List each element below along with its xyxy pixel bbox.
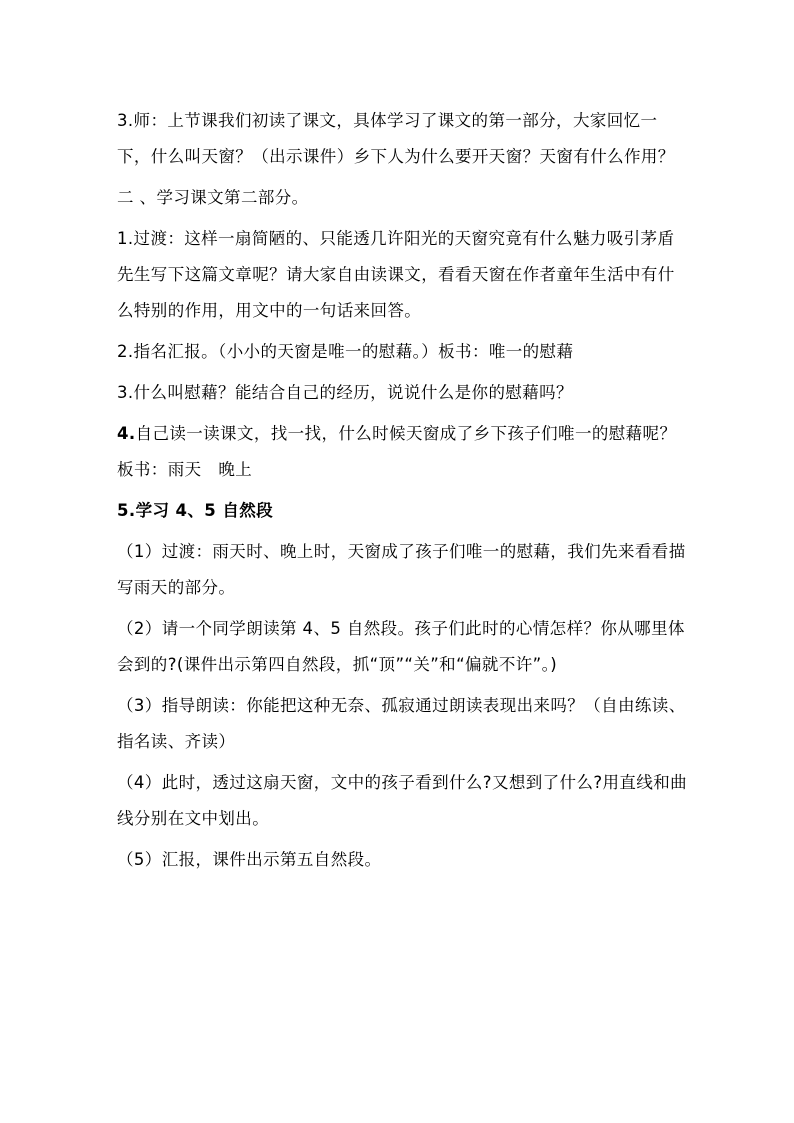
paragraph-consolation-question: 3.什么叫慰藉？能结合自己的经历，说说什么是你的慰藉吗？ [117, 383, 573, 402]
section-heading-part-two: 二 、学习课文第二部分。 [117, 188, 309, 207]
item-text: 自己读一读课文，找一找，什么时候天窗成了乡下孩子们唯一的慰藉呢？板书：雨天 晚上 [117, 424, 677, 479]
paragraph-self-reading [117, 416, 687, 488]
paragraph-report: 2.指名汇报。（小小的天窗是唯一的慰藉。）板书：唯一的慰藉 [117, 342, 574, 361]
paragraph-step-1: （1）过渡：雨天时、晚上时，天窗成了孩子们唯一的慰藉，我们先来看看描写雨天的部分。 [117, 542, 686, 597]
paragraph-step-2: （2）请一个同学朗读第 4、5 自然段。孩子们此时的心情怎样？你从哪里体会到的?(课件出示第四自然段，抓“顶”“关”和“偏就不许”。) [117, 619, 685, 674]
paragraph-review-question: 3.师：上节课我们初读了课文，具体学习了课文的第一部分，大家回忆一下，什么叫天窗？（出示课件）乡下人为什么要开天窗？天窗有什么作用？ [117, 111, 675, 166]
paragraph-step-3: （3）指导朗读：你能把这种无奈、孤寂通过朗读表现出来吗？（自由练读、指名读、齐读） [117, 696, 686, 751]
paragraph-step-5: （5）汇报，课件出示第五自然段。 [117, 850, 382, 869]
paragraph-transition: 1.过渡：这样一扇简陋的、只能透几许阳光的天窗究竟有什么魅力吸引茅盾先生写下这篇文章呢？请大家自由读课文，看看天窗在作者童年生活中有什么特别的作用，用文中的一句话来回答。 [117, 229, 675, 320]
paragraph-step-4: （4）此时，透过这扇天窗，文中的孩子看到什么?又想到了什么?用直线和曲线分别在文中划出。 [117, 773, 688, 828]
item-number: 5. [117, 501, 136, 520]
item-text: 学习 4、5 自然段 [135, 501, 274, 520]
item-number: 4. [117, 424, 136, 443]
document-body [117, 103, 687, 883]
paragraph-study-sections [117, 493, 687, 529]
